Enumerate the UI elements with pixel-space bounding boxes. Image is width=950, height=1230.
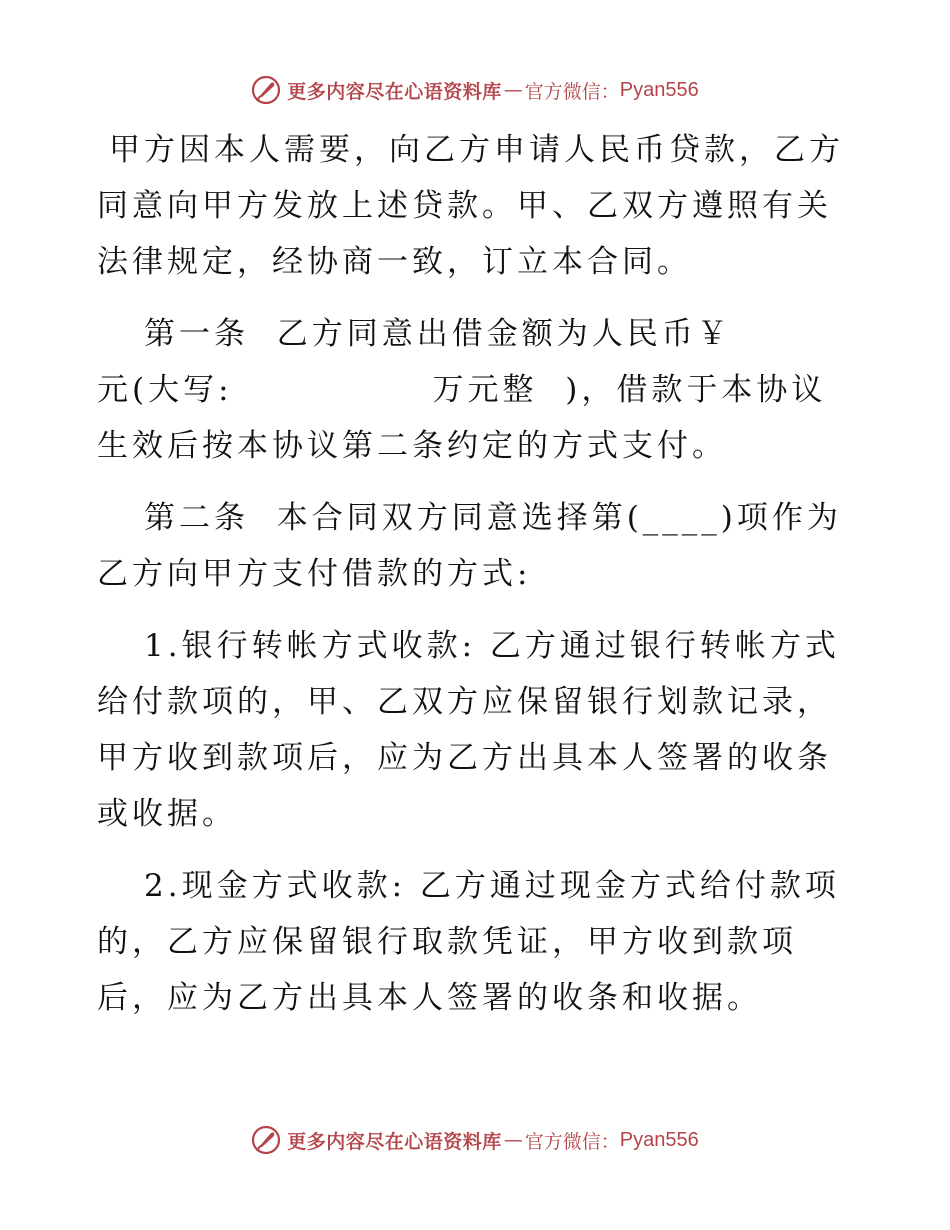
banner-separator: — xyxy=(503,1129,523,1151)
banner-wechat-id: Pyan556 xyxy=(619,1128,699,1151)
feather-pen-icon xyxy=(251,75,281,105)
banner-wechat-id: Pyan556 xyxy=(619,78,699,101)
payment-option-2: 2.现金方式收款: 乙方通过现金方式给付款项的，乙方应保留银行取款凭证，甲方收到款项后，应为乙方出具本人签署的收条和收据。 xyxy=(97,868,840,1016)
feather-pen-icon xyxy=(251,1125,281,1155)
banner-separator: — xyxy=(503,79,523,101)
header-banner xyxy=(0,70,950,110)
article-1-line-1: 第一条 乙方同意出借金额为人民币￥ xyxy=(144,316,732,352)
preamble-paragraph: 甲方因本人需要，向乙方申请人民币贷款，乙方同意向甲方发放上述贷款。甲、乙双方遵照有关法律规定，经协商一致，订立本合同。 xyxy=(97,132,844,280)
article-1-rest: 万元整 )，借款于本协议生效后按本协议第二条约定的方式支付。 xyxy=(97,372,827,464)
article-1-amount-words-label: 元(大写: xyxy=(97,372,233,408)
article-2-paragraph: 第二条 本合同双方同意选择第(____)项作为乙方向甲方支付借款的方式: xyxy=(97,500,842,592)
banner-site-text: 更多内容尽在心语资料库 xyxy=(287,1130,502,1153)
banner-site-text: 更多内容尽在心语资料库 xyxy=(287,80,502,103)
article-1-body xyxy=(97,362,857,474)
payment-option-1: 1.银行转帐方式收款: 乙方通过银行转帐方式给付款项的，甲、乙双方应保留银行划款记录，甲方收到款项后，应为乙方出具本人签署的收条或收据。 xyxy=(97,628,840,832)
banner-wechat-label: 官方微信： xyxy=(524,1130,620,1153)
contract-body xyxy=(97,122,857,1042)
footer-banner xyxy=(0,1120,950,1160)
banner-wechat-label: 官方微信： xyxy=(524,80,620,103)
